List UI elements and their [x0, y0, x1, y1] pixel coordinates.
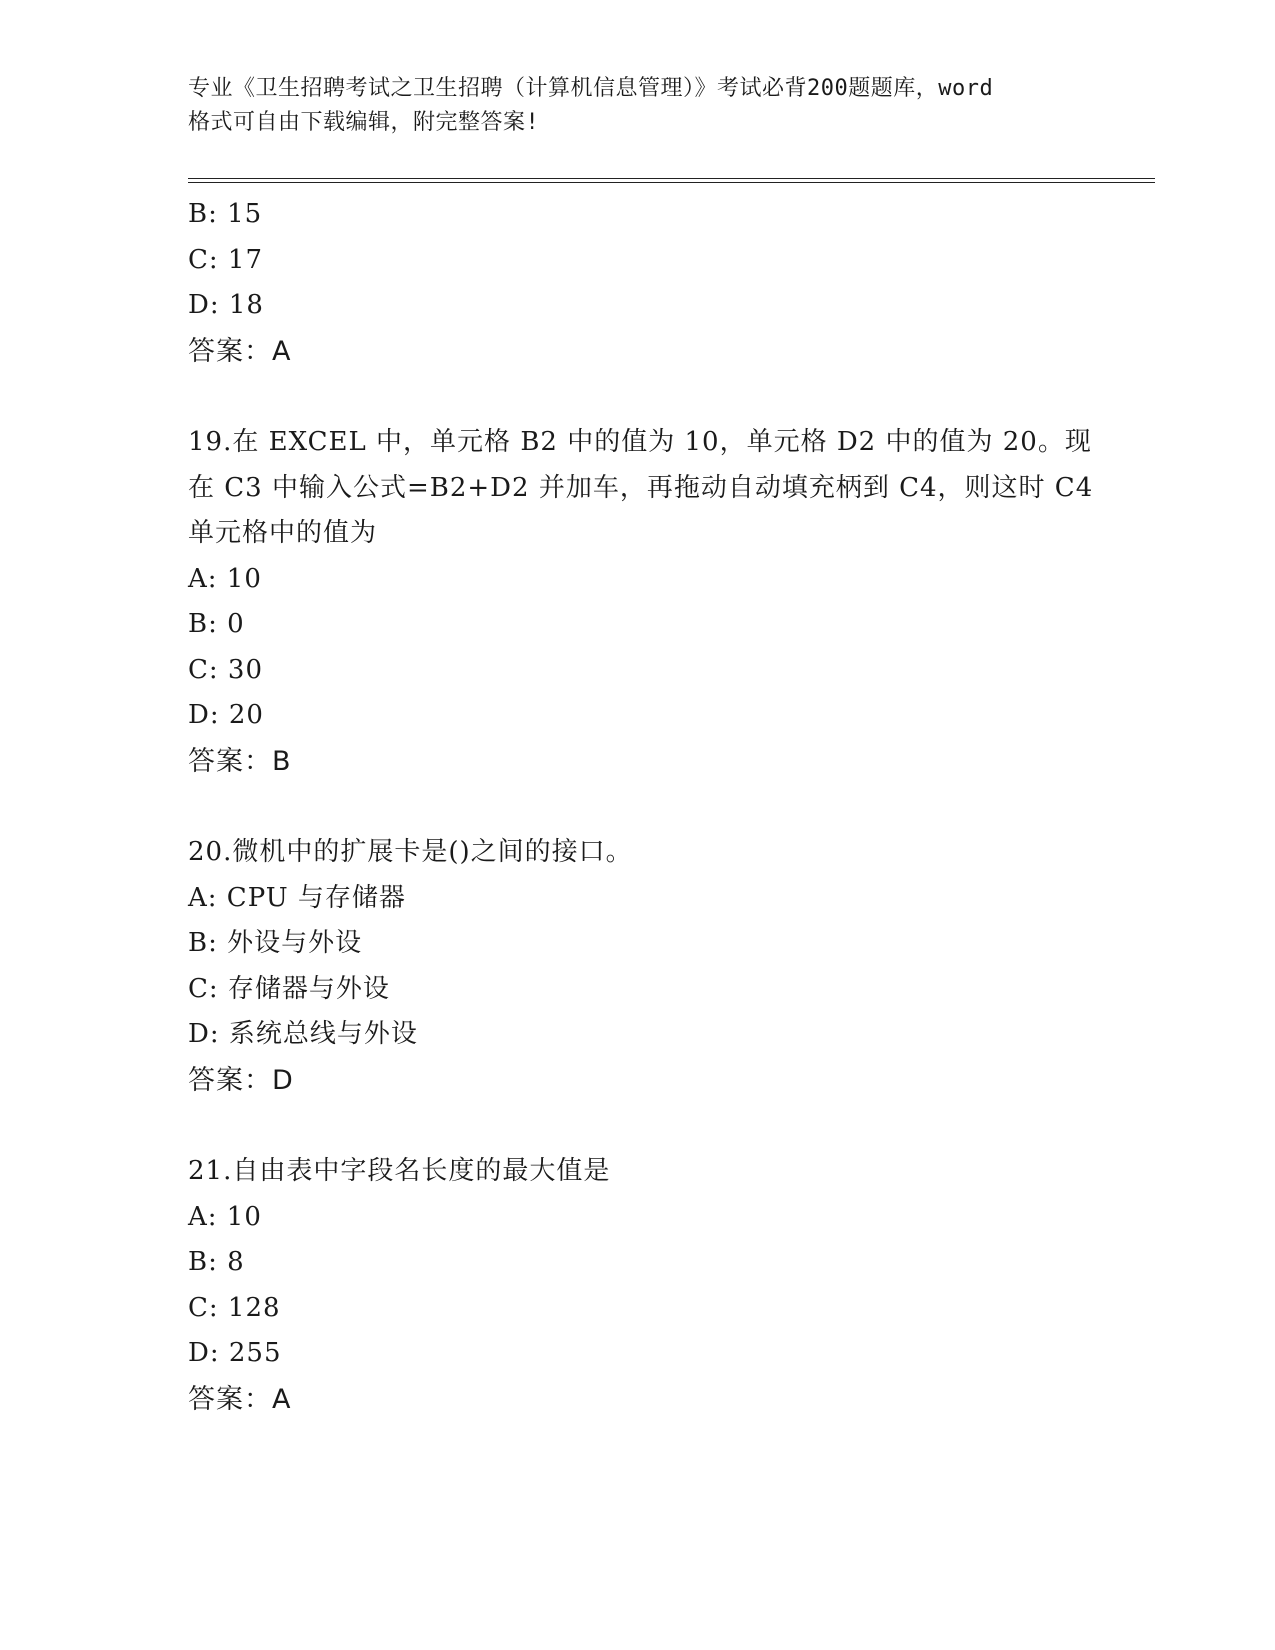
question-text: 19.在 EXCEL 中，单元格 B2 中的值为 10，单元格 D2 中的值为 20。现: [188, 427, 1092, 457]
question-text: 21.自由表中字段名长度的最大值是: [188, 1156, 611, 1186]
option-b: B: 0: [188, 609, 245, 639]
answer-line: 答案：A: [188, 1383, 292, 1415]
answer-line: 答案：D: [188, 1064, 294, 1096]
option-c: C: 存储器与外设: [188, 973, 390, 1004]
option-a: A: 10: [188, 1201, 262, 1232]
answer-line: 答案：B: [188, 745, 292, 777]
question-21: [188, 1149, 1088, 1422]
header-divider-top: [188, 178, 1155, 179]
option-a: A: 10: [188, 563, 262, 594]
option-b: B: 外设与外设: [188, 928, 363, 958]
option-d: D: 255: [188, 1338, 282, 1368]
option-d: D: 系统总线与外设: [188, 1019, 418, 1049]
option-c: C: 30: [188, 654, 264, 685]
answer-line: 答案：A: [188, 335, 292, 367]
option-c: C: 17: [188, 244, 264, 275]
header-divider-bottom: [188, 182, 1155, 183]
option-b: B: 15: [188, 199, 263, 229]
option-c: C: 128: [188, 1292, 281, 1323]
header-line-2: 格式可自由下载编辑，附完整答案!: [188, 110, 540, 135]
option-d: D: 18: [188, 290, 264, 320]
header-line-1: 专业《卫生招聘考试之卫生招聘（计算机信息管理）》考试必背200题题库，word: [188, 76, 994, 101]
question-list: [188, 192, 1094, 1422]
question-20: [188, 830, 1088, 1103]
question-text: 单元格中的值为: [188, 518, 378, 548]
document-header: [188, 72, 1088, 140]
option-d: D: 20: [188, 700, 264, 730]
option-b: B: 8: [188, 1247, 245, 1277]
question-18-tail: [188, 192, 1088, 374]
option-a: A: CPU 与存储器: [188, 882, 406, 913]
question-text: 20.微机中的扩展卡是()之间的接口。: [188, 837, 633, 867]
question-19: [188, 420, 1094, 784]
question-text: 在 C3 中输入公式=B2+D2 并加车，再拖动自动填充柄到 C4，则这时 C4: [188, 472, 1094, 503]
